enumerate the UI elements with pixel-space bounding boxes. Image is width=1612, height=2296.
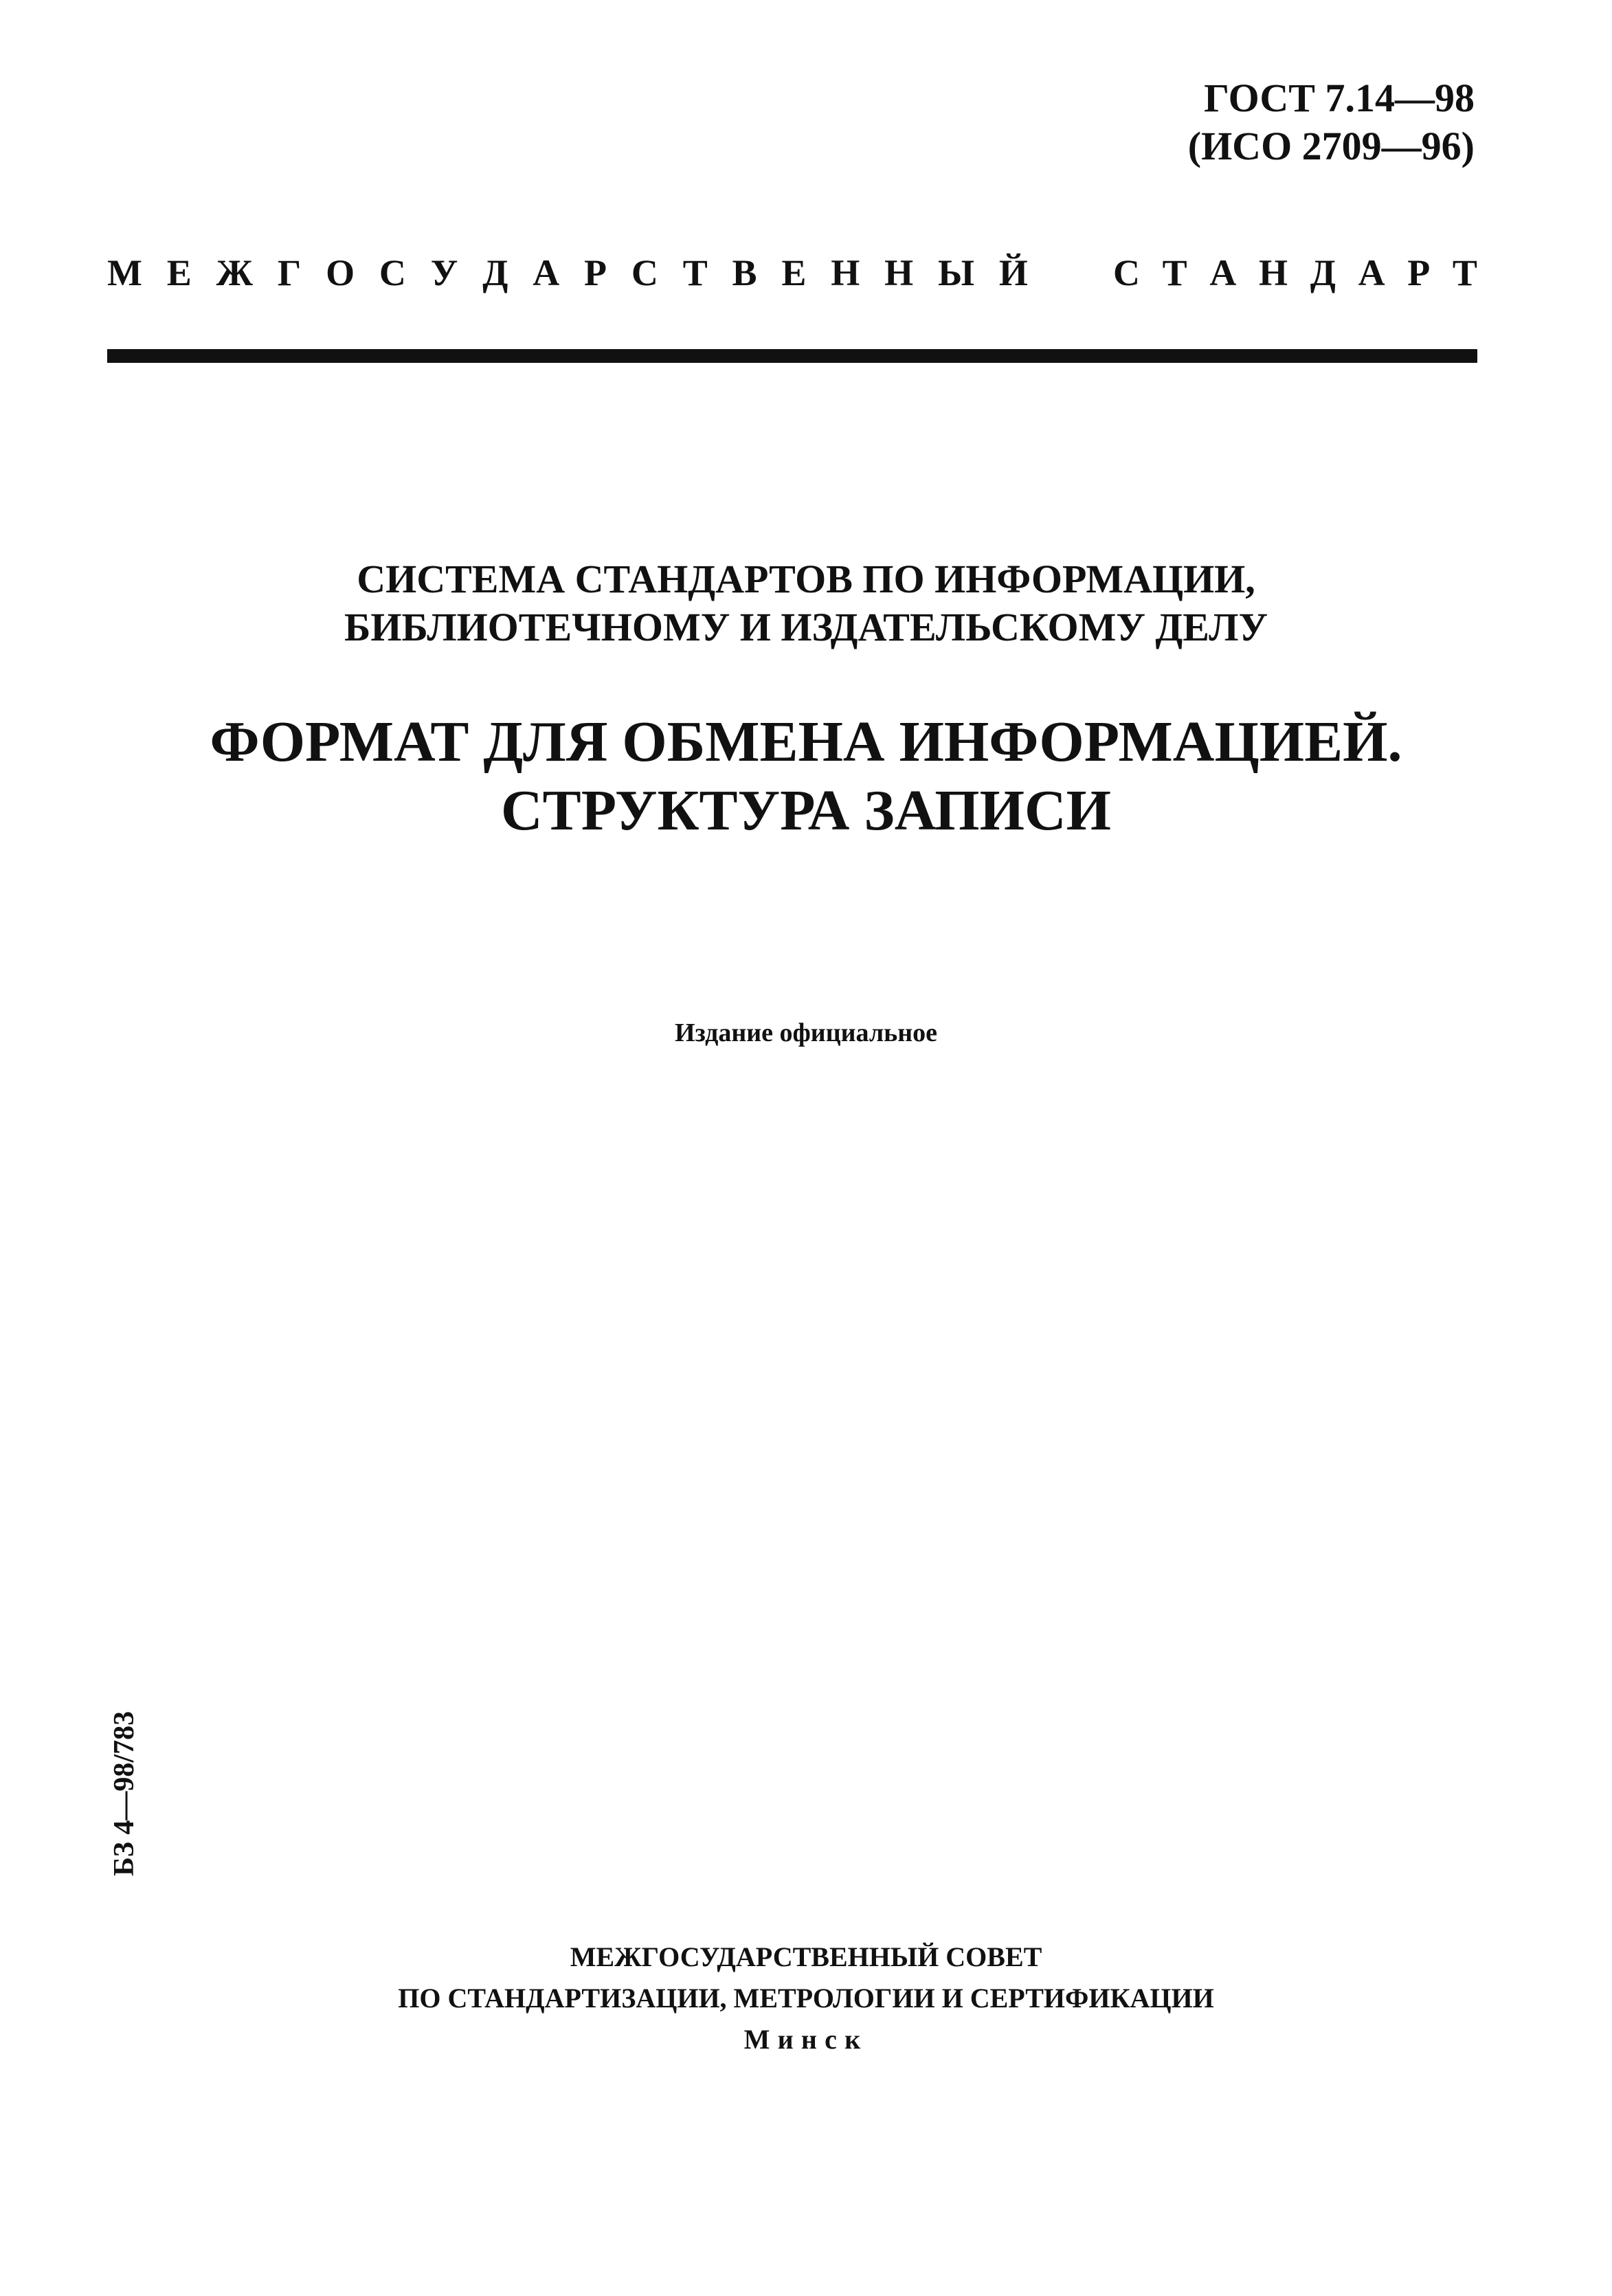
banner-letter: Р xyxy=(584,252,607,293)
banner-letter: Т xyxy=(1162,252,1187,293)
gost-number: ГОСТ 7.14—98 xyxy=(1204,76,1475,120)
banner-letter: М xyxy=(107,252,142,293)
banner-letter: Ж xyxy=(216,252,254,293)
banner-letter: У xyxy=(430,252,458,293)
document-title xyxy=(0,708,1612,845)
banner-letter: Г xyxy=(277,252,302,293)
banner-letter: Т xyxy=(1452,252,1477,293)
banner-letter: Т xyxy=(682,252,708,293)
banner-letter: А xyxy=(1209,252,1237,293)
banner-letter: Р xyxy=(1407,252,1431,293)
publisher-city: Минск xyxy=(743,2024,869,2055)
banner-letter: С xyxy=(1113,252,1140,293)
banner-letter: Й xyxy=(998,252,1028,293)
iso-number: (ИСО 2709—96) xyxy=(1187,124,1475,168)
interstate-standard-banner xyxy=(107,249,1477,297)
title-line-2: СТРУКТУРА ЗАПИСИ xyxy=(501,779,1111,843)
title-line-1: ФОРМАТ ДЛЯ ОБМЕНА ИНФОРМАЦИЕЙ. xyxy=(210,710,1402,774)
banner-word-interstate xyxy=(107,249,1028,297)
banner-letter: Н xyxy=(884,252,914,293)
banner-letter: Н xyxy=(831,252,860,293)
heavy-divider-rule xyxy=(107,349,1477,363)
publisher-line-2: ПО СТАНДАРТИЗАЦИИ, МЕТРОЛОГИИ И СЕРТИФИКАЦИИ xyxy=(398,1983,1214,2014)
publisher-block xyxy=(0,1937,1612,2060)
banner-letter: О xyxy=(326,252,355,293)
banner-letter: А xyxy=(1358,252,1385,293)
banner-letter: Е xyxy=(781,252,807,293)
document-designation xyxy=(1188,74,1475,170)
banner-letter: Д xyxy=(482,252,508,293)
banner-letter: С xyxy=(631,252,658,293)
banner-letter: С xyxy=(379,252,406,293)
banner-letter: А xyxy=(533,252,560,293)
banner-letter: Ы xyxy=(937,252,974,293)
side-catalog-code: БЗ 4—98/783 xyxy=(109,1710,140,1876)
publisher-line-1: МЕЖГОСУДАРСТВЕННЫЙ СОВЕТ xyxy=(570,1941,1042,1972)
banner-letter: Н xyxy=(1259,252,1288,293)
banner-word-standard xyxy=(1113,249,1477,297)
standards-series-heading xyxy=(0,555,1612,651)
edition-label: Издание официальное xyxy=(674,1018,937,1047)
banner-letter: Д xyxy=(1310,252,1336,293)
banner-letter: Е xyxy=(166,252,192,293)
series-line-1: СИСТЕМА СТАНДАРТОВ ПО ИНФОРМАЦИИ, xyxy=(357,557,1255,601)
series-line-2: БИБЛИОТЕЧНОМУ И ИЗДАТЕЛЬСКОМУ ДЕЛУ xyxy=(344,605,1268,649)
banner-letter: В xyxy=(732,252,757,293)
